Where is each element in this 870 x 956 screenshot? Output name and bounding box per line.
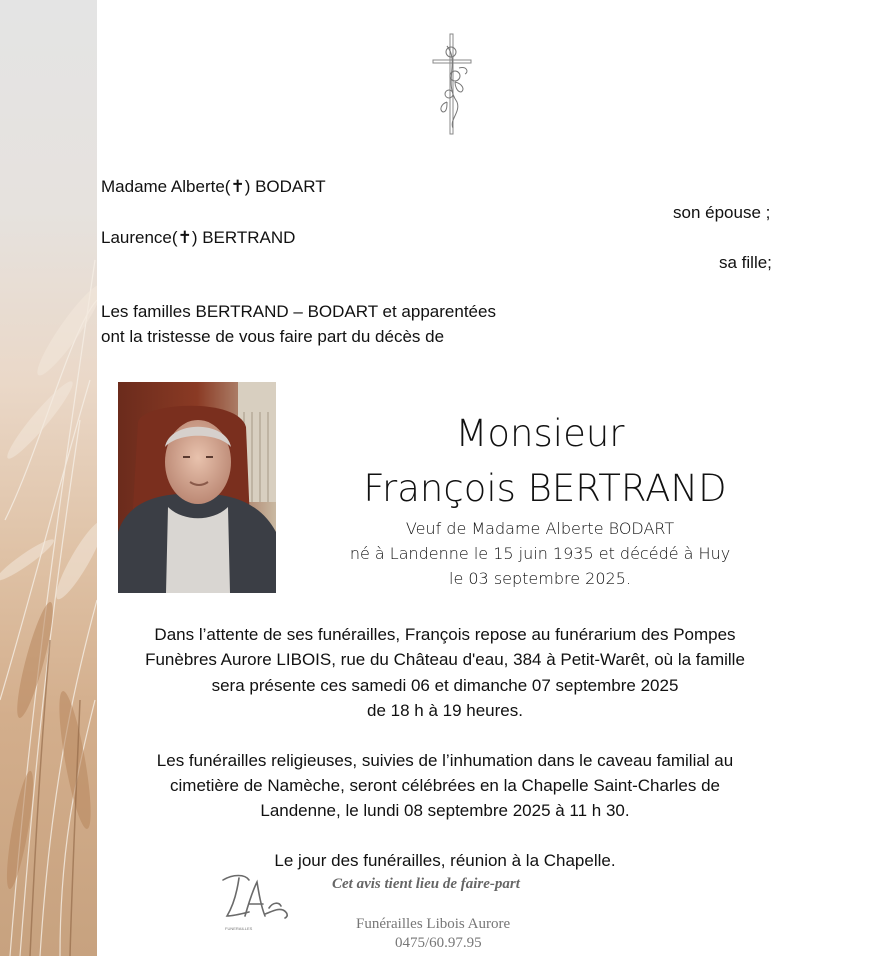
death-date-line: le 03 septembre 2025. [449, 569, 631, 588]
libois-logo-icon [219, 872, 293, 939]
cross-with-rose-icon [425, 32, 479, 141]
cross-glyph: ✝ [230, 177, 245, 197]
spouse-line [101, 177, 326, 197]
notice-text: Cet avis tient lieu de faire-part [332, 876, 520, 892]
daughter-line [101, 228, 295, 248]
wake-line-3: sera présente ces samedi 06 et dimanche 07 septembre 2025 [211, 676, 679, 695]
daughter-surname: ) BERTRAND [191, 228, 296, 247]
decorative-grass-band [0, 0, 97, 956]
reunion-line: Le jour des funérailles, réunion à la Chapelle. [274, 851, 616, 870]
funeral-home-phone: 0475/60.97.95 [395, 935, 482, 951]
spouse-surname: ) BODART [244, 177, 326, 196]
spouse-role: son épouse ; [673, 203, 771, 222]
wake-line-1: Dans l’attente de ses funérailles, François repose au funérarium des Pompes [154, 625, 736, 644]
deceased-name: François BERTRAND [363, 467, 727, 510]
wake-line-2: Funèbres Aurore LIBOIS, rue du Château d'eau, 384 à Petit-Warêt, où la famille [145, 650, 745, 669]
daughter-role: sa fille; [719, 253, 772, 272]
daughter-name: Laurence( [101, 228, 178, 247]
cross-glyph: ✝ [177, 228, 192, 248]
intro-line-1: Les familles BERTRAND – BODART et apparentées [101, 302, 496, 321]
birth-death-line: né à Landenne le 15 juin 1935 et décédé à Huy [349, 544, 731, 563]
title-monsieur: Monsieur [455, 412, 625, 455]
funeral-line-1: Les funérailles religieuses, suivies de l’inhumation dans le caveau familial au [156, 751, 734, 770]
widower-line: Veuf de Madame Alberte BODART [405, 519, 675, 538]
funeral-line-3: Landenne, le lundi 08 septembre 2025 à 11 h 30. [260, 801, 630, 820]
funeral-line-2: cimetière de Namèche, seront célébrées en la Chapelle Saint-Charles de [170, 776, 720, 795]
intro-line-2: ont la tristesse de vous faire part du décès de [101, 327, 445, 346]
wake-line-4: de 18 h à 19 heures. [367, 701, 523, 720]
funeral-home-name: Funérailles Libois Aurore [356, 916, 511, 932]
portrait-photo [118, 382, 276, 593]
spouse-name: Madame Alberte( [101, 177, 231, 196]
logo-text: FUNERAILLES [225, 926, 253, 931]
